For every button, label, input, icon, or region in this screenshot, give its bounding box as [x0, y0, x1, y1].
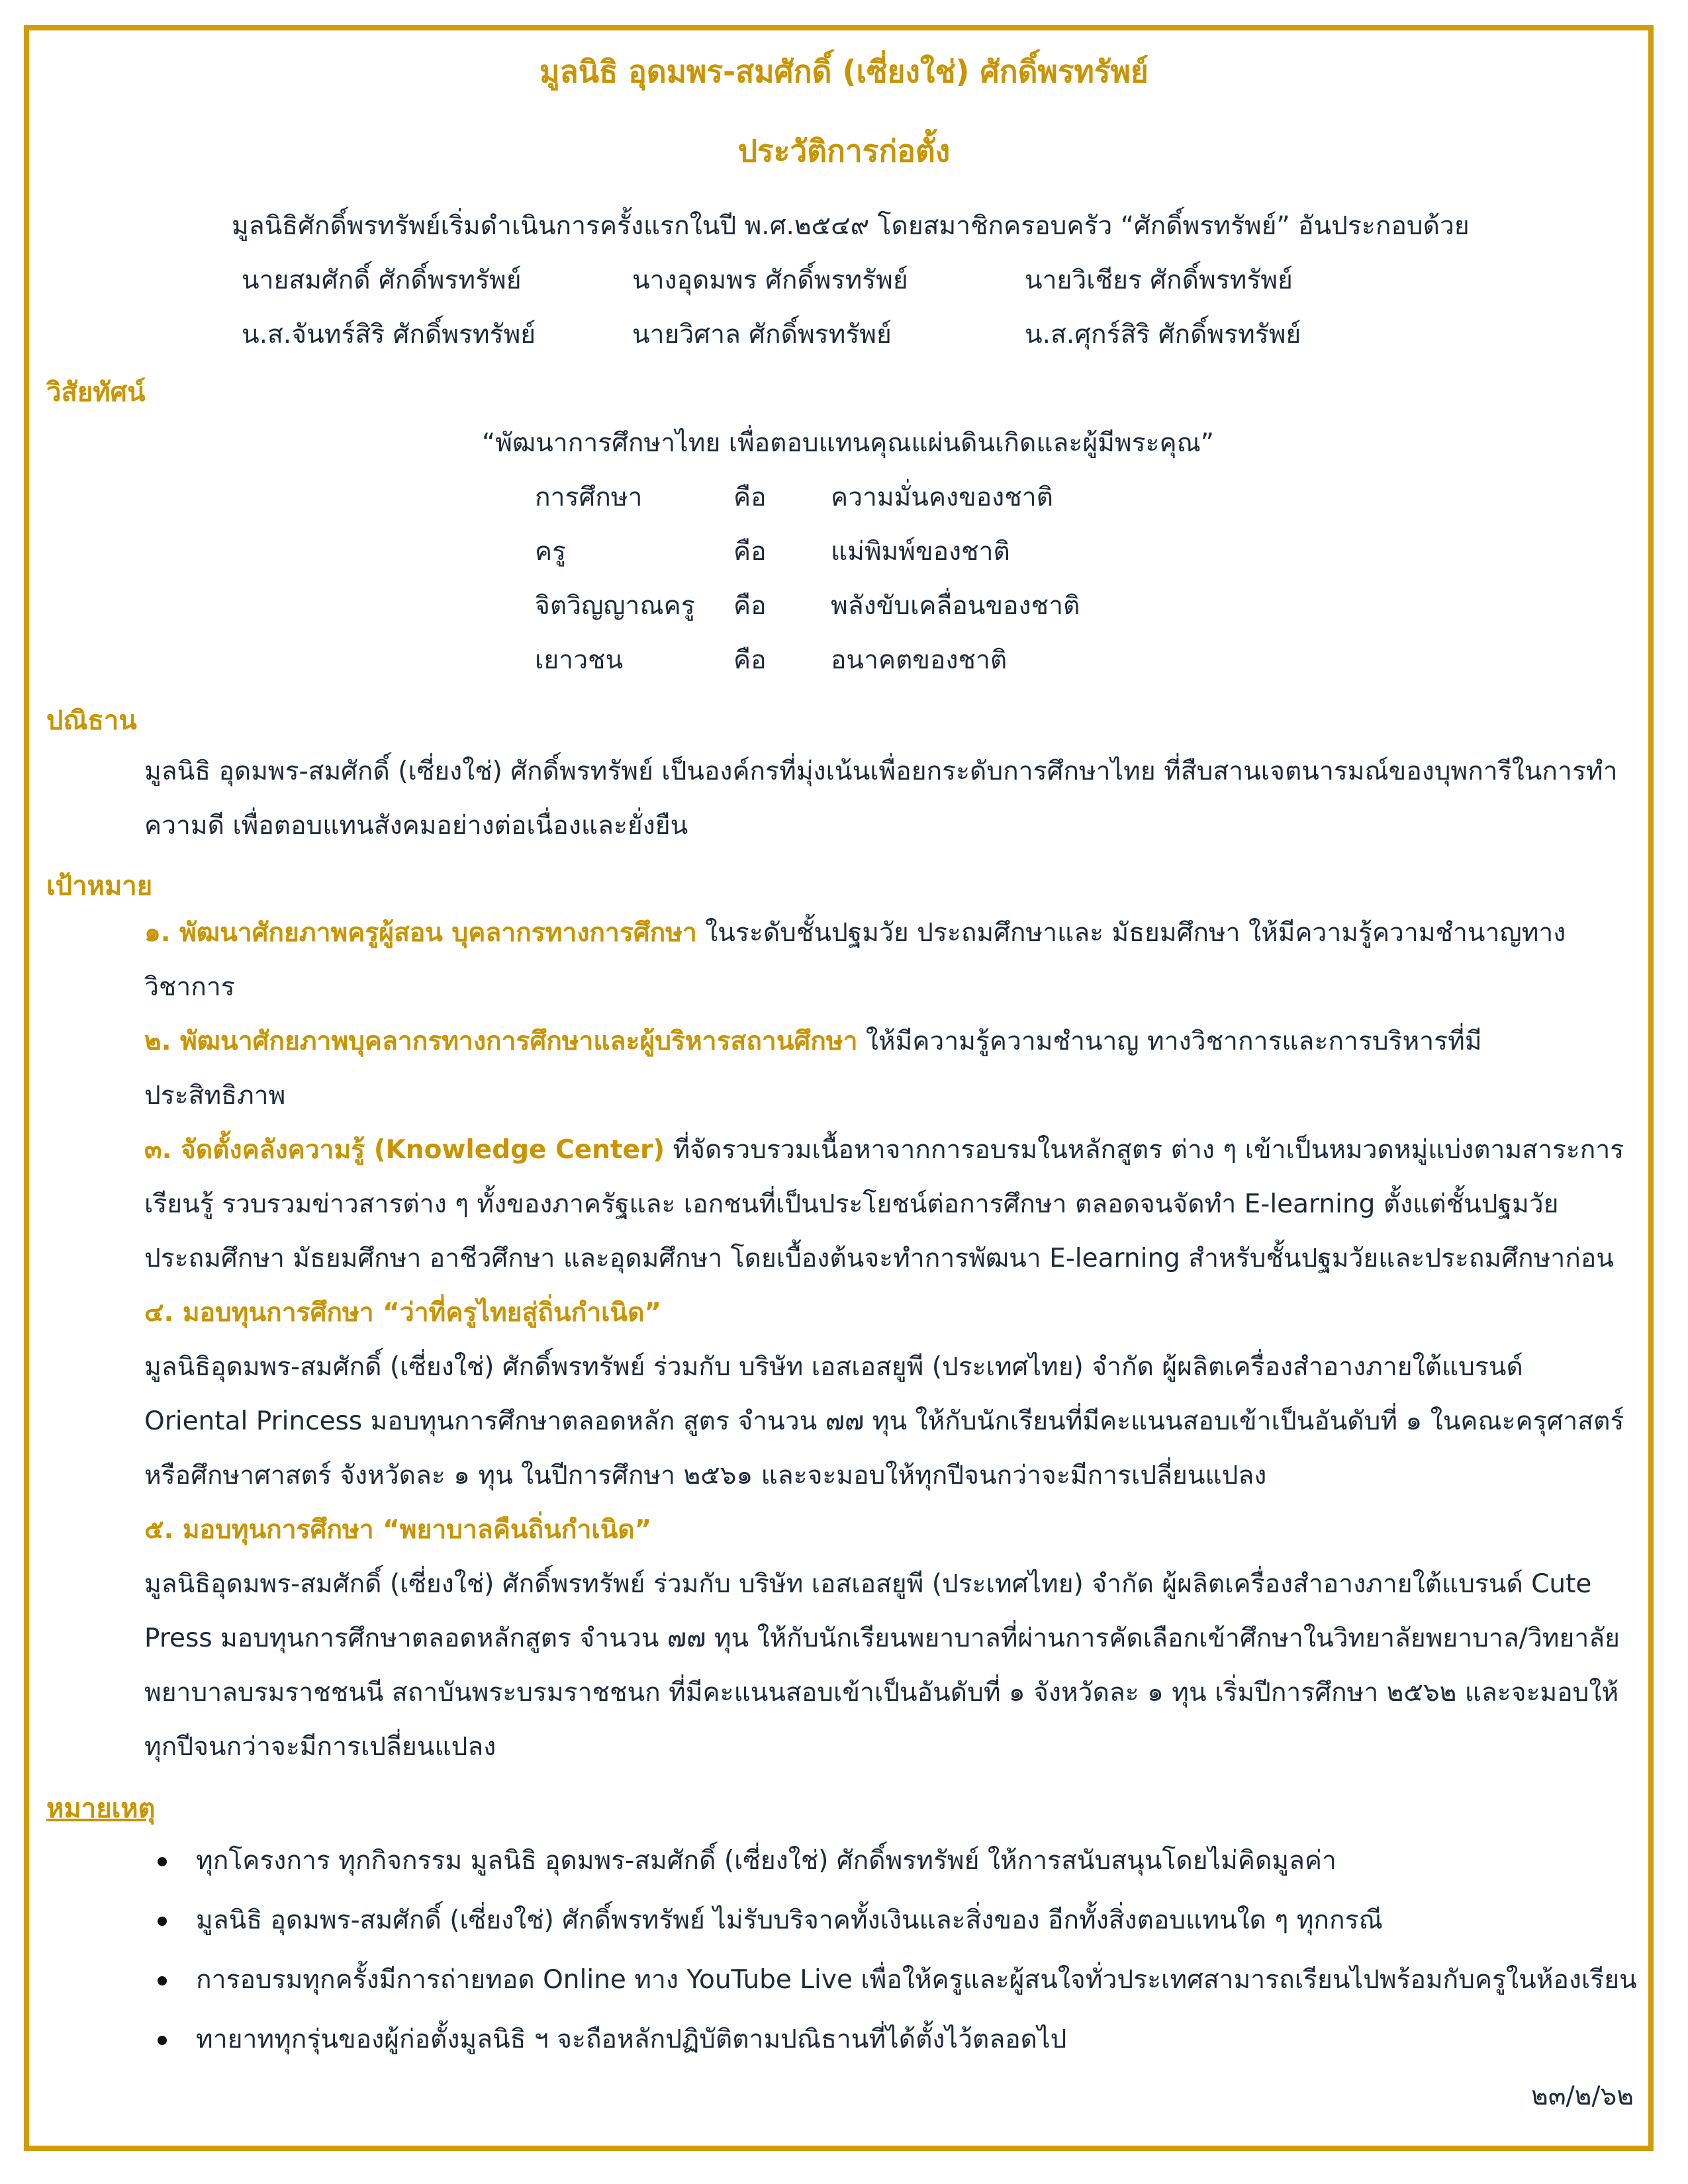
goal-line: เรียนรู้ รวบรวมข่าวสารต่าง ๆ ทั้งของภาครัฐและ เอกชนที่เป็นประโยชน์ต่อการศึกษา ตลอดจนจัดทำ E-learning ตั้งแต่ชั้นปฐมวัย: [144, 1189, 1559, 1219]
goal-title: ๔. มอบทุนการศึกษา “ว่าที่ครูไทยสู่ถิ่นกำเนิด”: [144, 1298, 662, 1328]
bullet-icon: [158, 1976, 167, 1985]
vision-motto: “พัฒนาการศึกษาไทย เพื่อตอบแทนคุณแผ่นดินเกิดและผู้มีพระคุณ”: [482, 428, 1214, 458]
goal-title: ๑. พัฒนาศักยภาพครูผู้สอน บุคลากรทางการศึกษา: [144, 918, 697, 948]
goal-line: มูลนิธิอุดมพร-สมศักดิ์ (เซี่ยงใช่) ศักดิ์พรทรัพย์ ร่วมกับ บริษัท เอสเอสยูพี (ประเทศไทย) จำกัด ผู้ผลิตเครื่องสำอางภายใต้แบรนด์: [144, 1352, 1523, 1382]
member-name: นายวิศาล ศักดิ์พรทรัพย์: [632, 320, 892, 349]
vision-meaning: ความมั่นคงของชาติ: [831, 482, 1053, 512]
history-intro: มูลนิธิศักดิ์พรทรัพย์เริ่มดำเนินการครั้งแรกในปี พ.ศ.๒๕๔๙ โดยสมาชิกครอบครัว “ศักดิ์พรทรัพย์” อันประกอบด้วย: [232, 211, 1470, 241]
goal-line: Press มอบทุนการศึกษาตลอดหลักสูตร จำนวน ๗๗ ทุน ให้กับนักเรียนพยาบาลที่ผ่านการคัดเลือกเข้าศึกษาในวิทยาลัยพยาบาล/วิทยาลัย: [144, 1623, 1620, 1653]
vision-is: คือ: [733, 645, 767, 675]
goal-text: ที่จัดรวบรวมเนื้อหาจากการอบรมในหลักสูตร ต่าง ๆ เข้าเป็นหมวดหมู่แบ่งตามสาระการ: [665, 1135, 1624, 1165]
vision-heading: วิสัยทัศน์: [46, 377, 146, 408]
goal-title: ๓. จัดตั้งคลังความรู้ (Knowledge Center): [144, 1135, 665, 1165]
goal-title: ๒. พัฒนาศักยภาพบุคลากรทางการศึกษาและผู้บริหารสถานศึกษา: [144, 1026, 858, 1056]
goal-5: [144, 1514, 651, 1546]
vision-is: คือ: [733, 482, 767, 512]
vision-is: คือ: [733, 591, 767, 621]
member-name: นางอุดมพร ศักดิ์พรทรัพย์: [632, 265, 908, 295]
goal-line: ทุกปีจนกว่าจะมีการเปลี่ยนแปลง: [144, 1732, 496, 1762]
bullet-icon: [158, 1917, 167, 1926]
member-name: น.ส.ศุกร์สิริ ศักดิ์พรทรัพย์: [1025, 320, 1301, 349]
resolution-heading: ปณิธาน: [46, 705, 137, 736]
vision-term: จิตวิญญาณครู: [535, 591, 695, 621]
bullet-icon: [158, 1857, 167, 1866]
vision-meaning: พลังขับเคลื่อนของชาติ: [831, 591, 1080, 621]
goal-2: [144, 1026, 1482, 1058]
goal-line: วิชาการ: [144, 972, 235, 1002]
goal-1: [144, 917, 1566, 949]
member-name: น.ส.จันทร์สิริ ศักดิ์พรทรัพย์: [242, 320, 536, 349]
goal-line: Oriental Princess มอบทุนการศึกษาตลอดหลัก สูตร จำนวน ๗๗ ทุน ให้กับนักเรียนที่มีคะแนนสอบเข้าเป็นอันดับที่ ๑ ในคณะครุศาสตร์: [144, 1406, 1624, 1436]
goal-line: หรือศึกษาศาสตร์ จังหวัดละ ๑ ทุน ในปีการศึกษา ๒๕๖๑ และจะมอบให้ทุกปีจนกว่าจะมีการเปลี่ยนแปลง: [144, 1461, 1267, 1490]
page-subtitle: ประวัติการก่อตั้ง: [737, 133, 951, 169]
member-name: นายวิเชียร ศักดิ์พรทรัพย์: [1025, 265, 1293, 295]
vision-meaning: อนาคตของชาติ: [831, 645, 1008, 675]
note-item: มูลนิธิ อุดมพร-สมศักดิ์ (เซี่ยงใช่) ศักดิ์พรทรัพย์ ไม่รับบริจาคทั้งเงินและสิ่งของ อีกทั้งสิ่งตอบแทนใด ๆ ทุกกรณี: [196, 1905, 1383, 1935]
note-item: ทุกโครงการ ทุกกิจกรรม มูลนิธิ อุดมพร-สมศักดิ์ (เซี่ยงใช่) ศักดิ์พรทรัพย์ ให้การสนับสนุนโดยไม่คิดมูลค่า: [196, 1846, 1336, 1876]
goal-text: ในระดับชั้นปฐมวัย ประถมศึกษาและ มัธยมศึกษา ให้มีความรู้ความชำนาญทาง: [696, 918, 1566, 948]
goals-heading: เป้าหมาย: [46, 871, 153, 901]
vision-is: คือ: [733, 537, 767, 567]
note-item: ทายาททุกรุ่นของผู้ก่อตั้งมูลนิธิ ฯ จะถือหลักปฏิบัติตามปณิธานที่ได้ตั้งไว้ตลอดไป: [196, 2025, 1067, 2054]
notes-heading: หมายเหตุ: [46, 1794, 156, 1824]
goal-3: [144, 1134, 1624, 1166]
vision-meaning: แม่พิมพ์ของชาติ: [831, 537, 1010, 567]
goal-4: [144, 1297, 661, 1329]
goal-line: ประสิทธิภาพ: [144, 1081, 286, 1111]
bullet-icon: [158, 2036, 167, 2045]
resolution-line: มูลนิธิ อุดมพร-สมศักดิ์ (เซี่ยงใช่) ศักดิ์พรทรัพย์ เป็นองค์กรที่มุ่งเน้นเพื่อยกระดับการศึกษาไทย ที่สืบสานเจตนารมณ์ของบุพการีในการทำ: [144, 756, 1618, 786]
goal-line: มูลนิธิอุดมพร-สมศักดิ์ (เซี่ยงใช่) ศักดิ์พรทรัพย์ ร่วมกับ บริษัท เอสเอสยูพี (ประเทศไทย) จำกัด ผู้ผลิตเครื่องสำอางภายใต้แบรนด์ Cute: [144, 1569, 1592, 1599]
note-item: การอบรมทุกครั้งมีการถ่ายทอด Online ทาง YouTube Live เพื่อให้ครูและผู้สนใจทั่วประเทศสามารถเรียนไปพร้อมกับครูในห้องเรียน: [196, 1965, 1637, 1995]
goal-line: พยาบาลบรมราชชนนี สถาบันพระบรมราชชนก ที่มีคะแนนสอบเข้าเป็นอันดับที่ ๑ จังหวัดละ ๑ ทุน เริ่มปีการศึกษา ๒๕๖๒ และจะมอบให้: [144, 1678, 1619, 1707]
vision-term: เยาวชน: [535, 645, 624, 675]
goal-text: ให้มีความรู้ความชำนาญ ทางวิชาการและการบริหารที่มี: [857, 1026, 1482, 1056]
vision-term: ครู: [535, 537, 567, 567]
vision-term: การศึกษา: [535, 482, 643, 512]
goal-line: ประถมศึกษา มัธยมศึกษา อาชีวศึกษา และอุดมศึกษา โดยเบื้องต้นจะทำการพัฒนา E-learning สำหรับชั้นปฐมวัยและประถมศึกษาก่อน: [144, 1244, 1614, 1273]
member-name: นายสมศักดิ์ ศักดิ์พรทรัพย์: [242, 265, 522, 295]
goal-title: ๕. มอบทุนการศึกษา “พยาบาลคืนถิ่นกำเนิด”: [144, 1515, 652, 1545]
page-title: มูลนิธิ อุดมพร-สมศักดิ์ (เซี่ยงใช่) ศักดิ์พรทรัพย์: [539, 54, 1149, 89]
resolution-line: ความดี เพื่อตอบแทนสังคมอย่างต่อเนื่องและยั่งยืน: [144, 811, 688, 841]
document-date: ๒๓/๒/๖๒: [1531, 2081, 1634, 2111]
